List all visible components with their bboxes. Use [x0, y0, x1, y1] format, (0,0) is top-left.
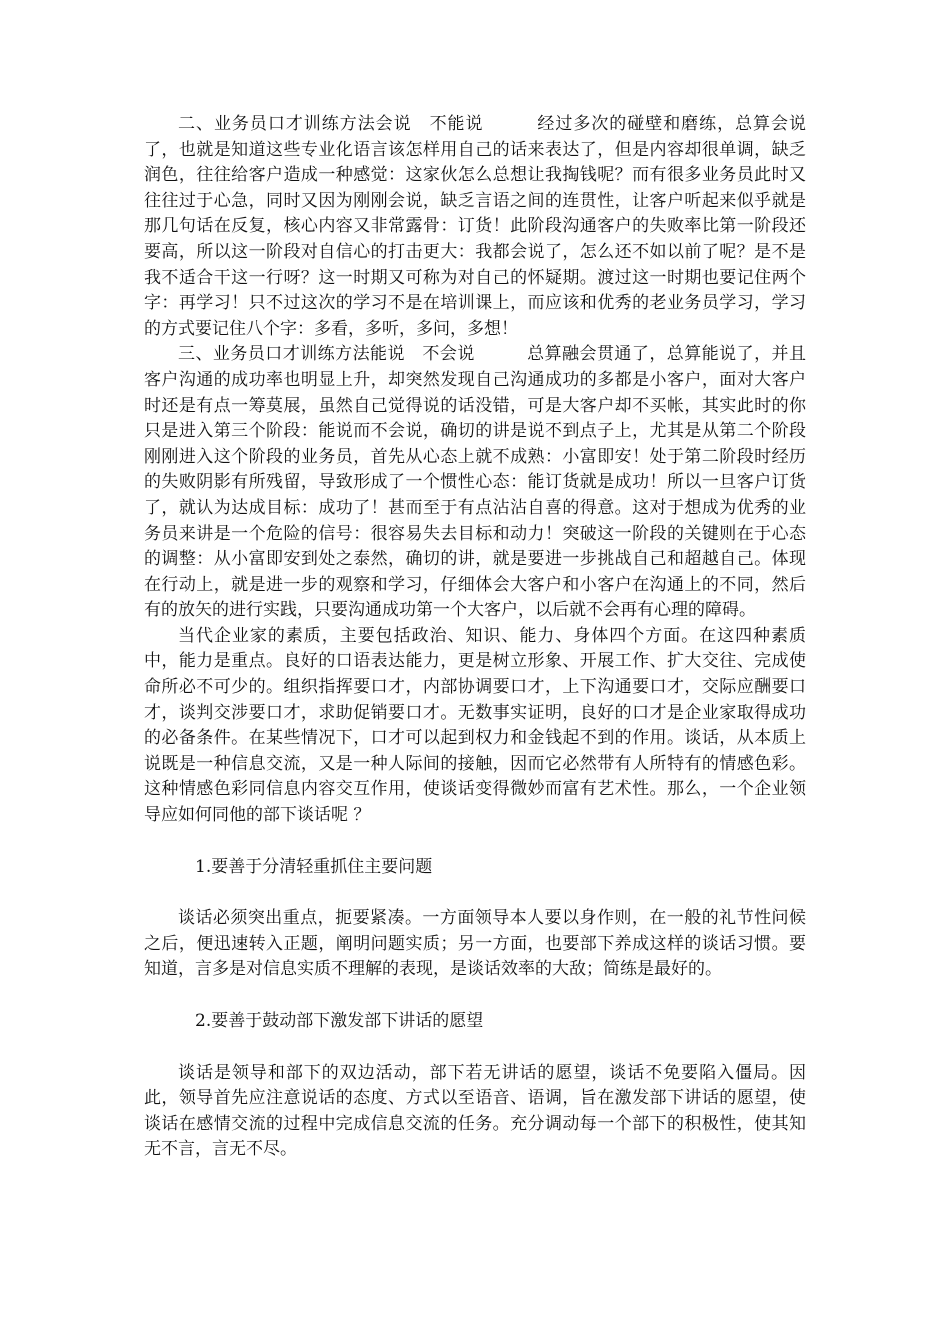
document-page	[144, 112, 806, 1163]
section-heading-1: 1.要善于分清轻重抓住主要问题	[195, 856, 433, 877]
paragraph-speaking-stage-three: 三、业务员口才训练方法能说 不会说 总算融会贯通了，总算能说了，并且客户沟通的成功率也明显上升，却突然发现自己沟通成功的多都是小客户，面对大客户时还是有点一筹莫展，虽然自己觉得说的话没错，可是大客户却不买帐，其实此时的你只是进入第三个阶段：能说而不会说，确切的讲是说不到点子上，尤其是从第二个阶段刚刚进入这个阶段的业务员，首先从心态上就不成熟：小富即安！处于第二阶段时经历的失败阴影有所残留，导致形成了一个惯性心态：能订货就是成功！所以一旦客户订货了，就认为达成目标：成功了！甚而至于有点沾沾自喜的得意。这对于想成为优秀的业务员来讲是一个危险的信号：很容易失去目标和动力！突破这一阶段的关键则在于心态的调整：从小富即安到处之泰然，确切的讲，就是要进一步挑战自己和超越自己。体现在行动上，就是进一步的观察和学习，仔细体会大客户和小客户在沟通上的不同，然后有的放矢的进行实践，只要沟通成功第一个大客户，以后就不会再有心理的障碍。	[144, 344, 806, 621]
paragraph-entrepreneur-qualities: 当代企业家的素质，主要包括政治、知识、能力、身体四个方面。在这四种素质中，能力是重点。良好的口语表达能力，更是树立形象、开展工作、扩大交往、完成使命所必不可少的。组织指挥要口才，内部协调要口才，上下沟通要口才，交际应酬要口才，谈判交涉要口才，求助促销要口才。无数事实证明，良好的口才是企业家取得成功的必备条件。在某些情况下，口才可以起到权力和金钱起不到的作用。谈话，从本质上说既是一种信息交流，又是一种人际间的接触，因而它必然带有人所特有的情感色彩。这种情感色彩同信息内容交互作用，使谈话变得微妙而富有艺术性。那么，一个企业领导应如何同他的部下谈话呢 ？	[144, 625, 806, 826]
paragraph-speaking-stage-two: 二、业务员口才训练方法会说 不能说 经过多次的碰壁和磨练，总算会说了，也就是知道这些专业化语言该怎样用自己的话来表达了，但是内容却很单调，缺乏润色，往往给客户造成一种感觉：这家伙怎么总想让我掏钱呢？而有很多业务员此时又往往过于心急，同时又因为刚刚会说，缺乏言语之间的连贯性，让客户听起来似乎就是那几句话在反复，核心内容又非常露骨：订货！此阶段沟通客户的失败率比第一阶段还要高，所以这一阶段对自信心的打击更大：我都会说了，怎么还不如以前了呢？是不是我不适合干这一行呀？这一时期又可称为对自己的怀疑期。渡过这一时期也要记住两个字：再学习！只不过这次的学习不是在培训课上，而应该和优秀的老业务员学习，学习的方式要记住八个字：多看，多听，多问，多想！	[144, 114, 806, 339]
section-heading-2: 2.要善于鼓动部下激发部下讲话的愿望	[195, 1011, 484, 1031]
section-body-2: 谈话是领导和部下的双边活动，部下若无讲话的愿望，谈话不免要陷入僵局。因此，领导首先应注意说话的态度、方式以至语音、语调，旨在激发部下讲话的愿望，使谈话在感情交流的过程中完成信息交流的任务。充分调动每一个部下的积极性，使其知无不言，言无不尽。	[144, 1062, 806, 1160]
section-body-1: 谈话必须突出重点，扼要紧凑。一方面领导本人要以身作则，在一般的礼节性问候之后，便迅速转入正题，阐明问题实质；另一方面，也要部下养成这样的谈话习惯。要知道，言多是对信息实质不理解的表现，是谈话效率的大敌；简练是最好的。	[144, 908, 806, 980]
